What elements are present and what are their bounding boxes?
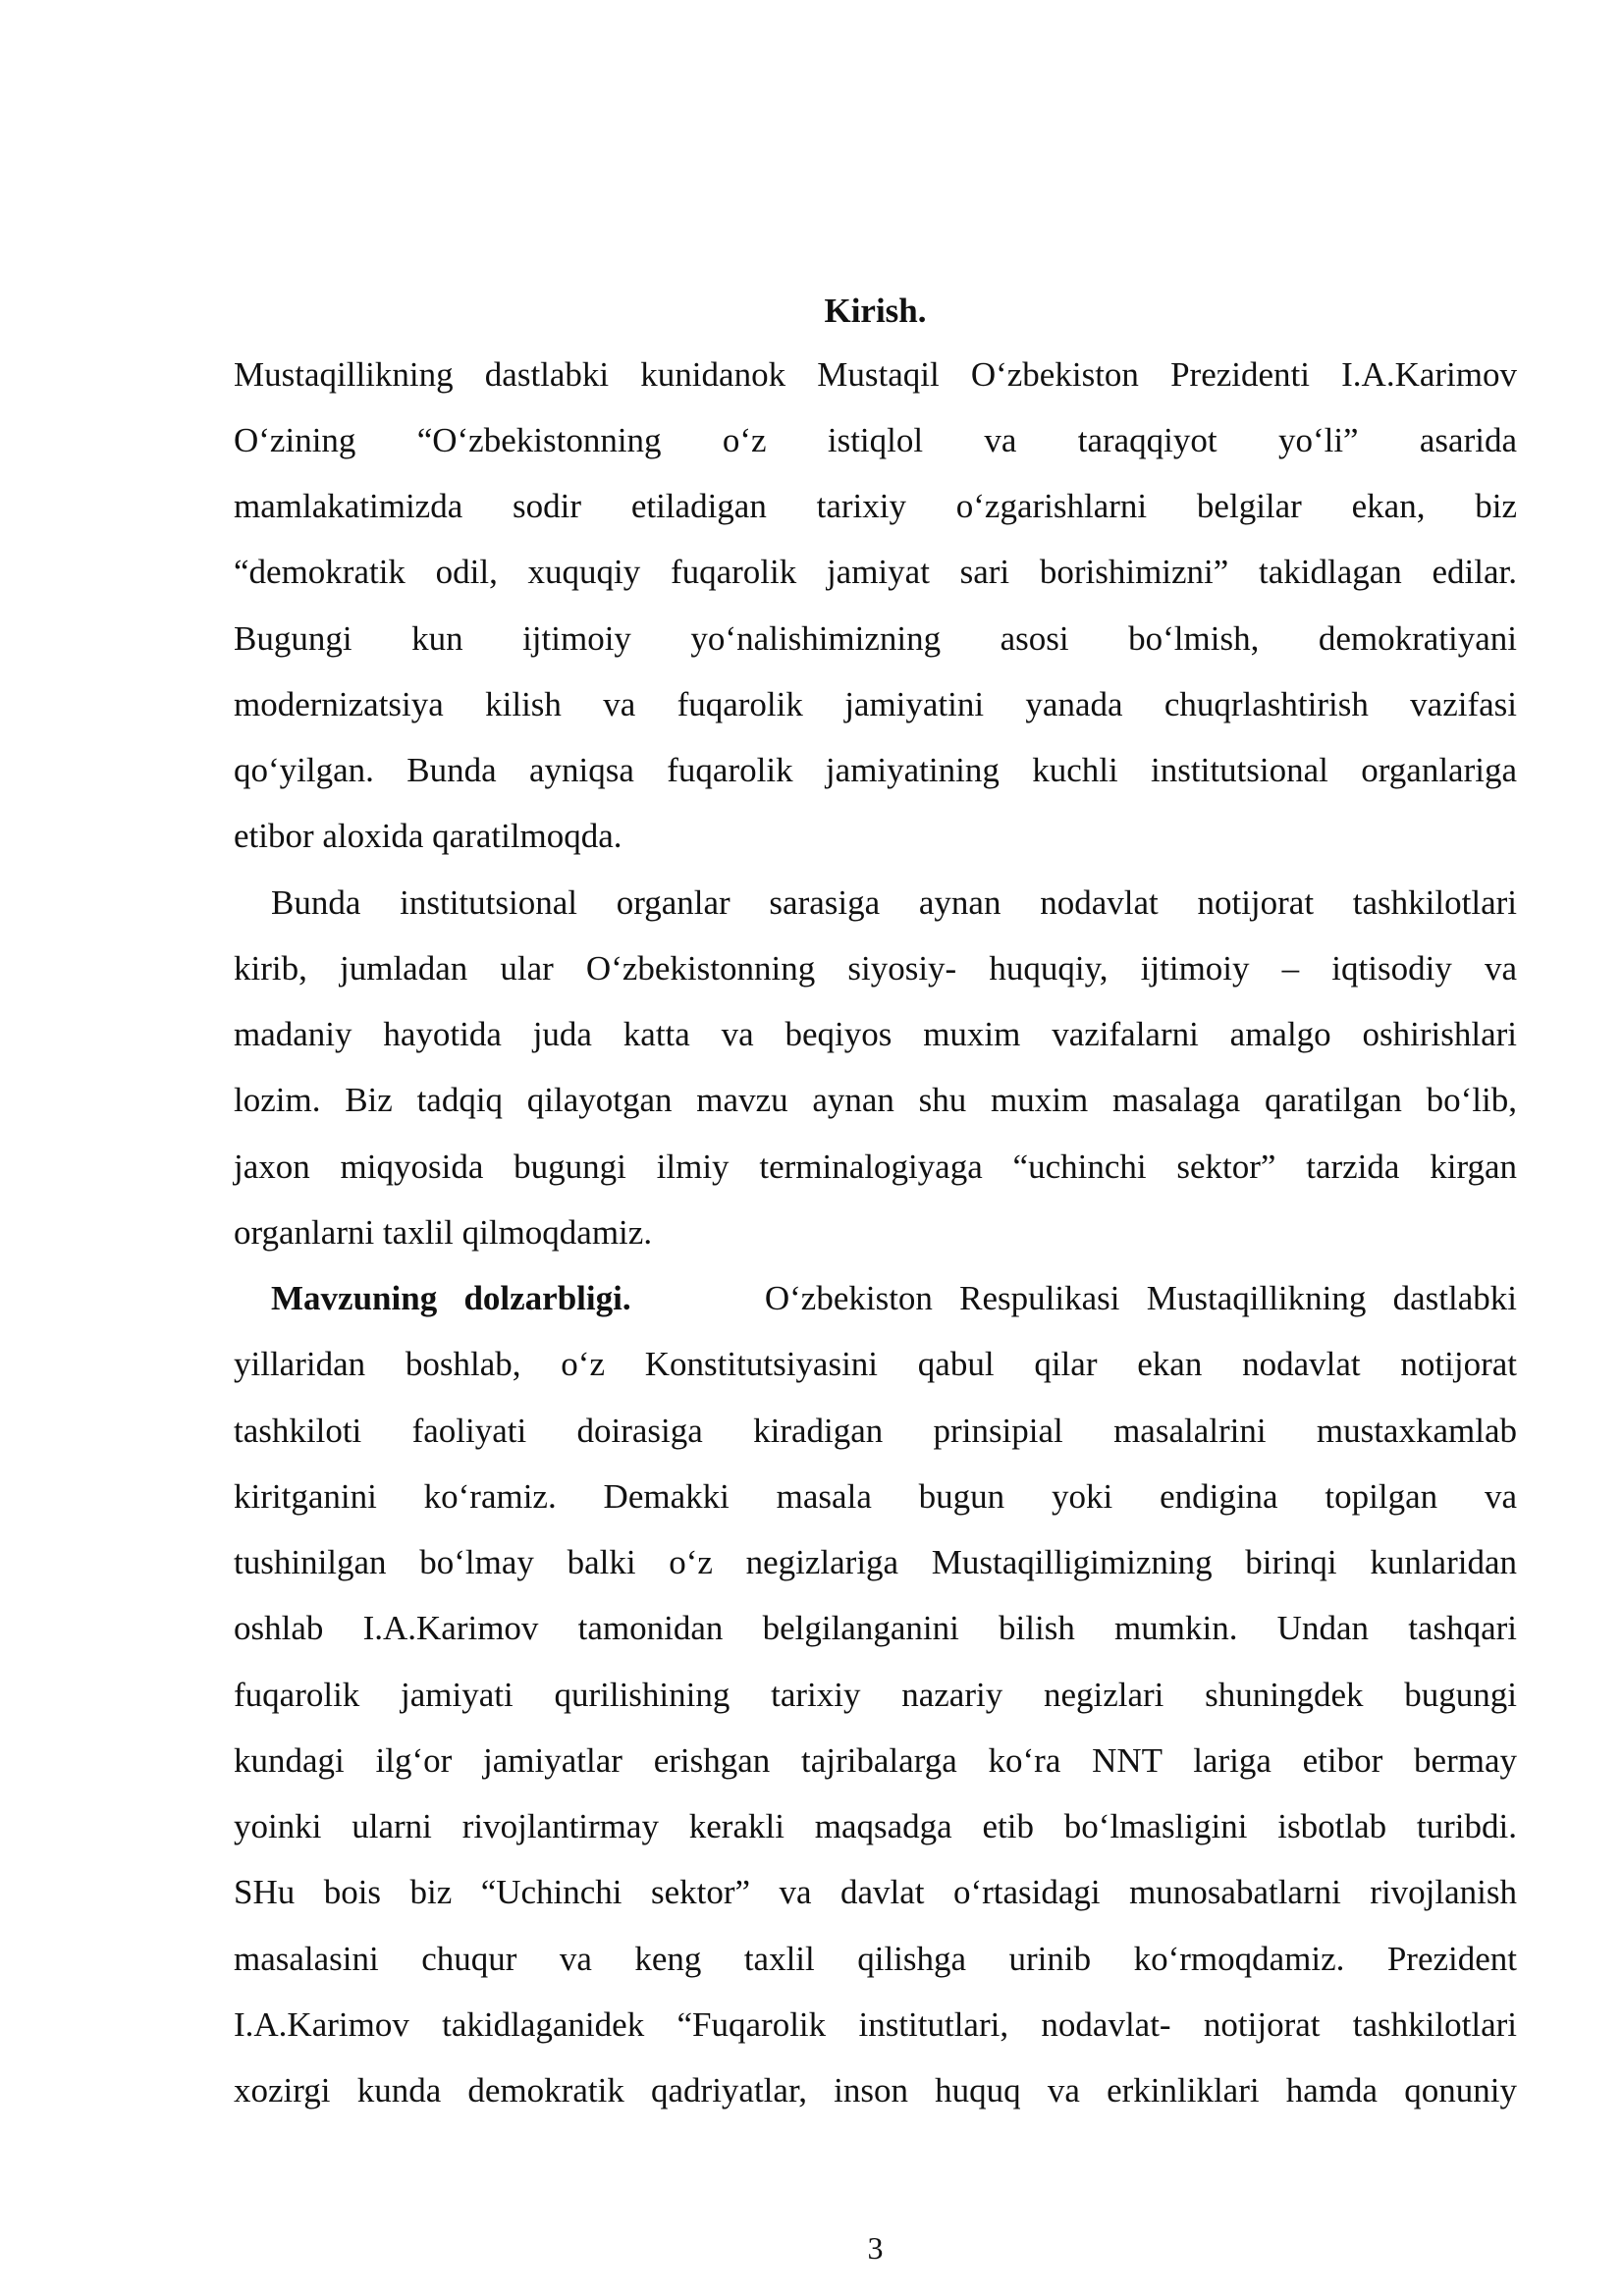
section-heading: Mavzuning dolzarbligi. [271,1279,631,1317]
paragraph-line: organlarni taxlil qilmoqdamiz. [234,1213,653,1252]
paragraph-line: madaniy hayotida juda katta va beqiyos muxim vazifalarni amalgo oshirishlari [234,1015,1517,1053]
paragraph-line: lozim. Biz tadqiq qilayotgan mavzu aynan shu muxim masalaga qaratilgan bo‘lib, [234,1081,1517,1119]
paragraph-line: modernizatsiya kilish va fuqarolik jamiyatini yanada chuqrlashtirish vazifasi [234,685,1517,723]
paragraph-line: O‘zining “O‘zbekistonning o‘z istiqlol va taraqqiyot yo‘li” asarida [234,421,1517,459]
paragraph-line: qo‘yilgan. Bunda ayniqsa fuqarolik jamiyatining kuchli institutsional organlariga [234,751,1517,789]
paragraph-line: masalasini chuqur va keng taxlil qilishga urinib ko‘rmoqdamiz. Prezident [234,1940,1517,1978]
paragraph-line: SHu bois biz “Uchinchi sektor” va davlat o‘rtasidagi munosabatlarni rivojlanish [234,1873,1517,1911]
page-number: 3 [867,2230,884,2266]
paragraph-line: jaxon miqyosida bugungi ilmiy terminalogiyaga “uchinchi sektor” tarzida kirgan [234,1148,1517,1186]
paragraph-line: etibor aloxida qaratilmoqda. [234,817,622,855]
paragraph-line: mamlakatimizda sodir etiladigan tarixiy o‘zgarishlarni belgilar ekan, biz [234,487,1517,525]
paragraph-line: fuqarolik jamiyati qurilishining tarixiy nazariy negizlari shuningdek bugungi [234,1676,1517,1714]
paragraph-line: yillaridan boshlab, o‘z Konstitutsiyasini qabul qilar ekan nodavlat notijorat [234,1345,1517,1383]
paragraph-line: I.A.Karimov takidlaganidek “Fuqarolik institutlari, nodavlat- notijorat tashkilotlari [234,2005,1517,2044]
paragraph-line: Bugungi kun ijtimoiy yo‘nalishimizning asosi bo‘lmish, demokratiyani [234,619,1517,658]
paragraph-line: tushinilgan bo‘lmay balki o‘z negizlariga Mustaqilligimizning birinqi kunlaridan [234,1543,1517,1581]
paragraph-line: xozirgi kunda demokratik qadriyatlar, inson huquq va erkinliklari hamda qonuniy [234,2071,1517,2109]
paragraph-line: oshlab I.A.Karimov tamonidan belgilanganini bilish mumkin. Undan tashqari [234,1609,1517,1647]
document-title: Kirish. [824,292,927,330]
paragraph-line: kundagi ilg‘or jamiyatlar erishgan tajribalarga ko‘ra NNT lariga etibor bermay [234,1741,1517,1780]
paragraph-line: “demokratik odil, xuquqiy fuqarolik jamiyat sari borishimizni” takidlagan edilar. [234,553,1517,591]
paragraph-line: kiritganini ko‘ramiz. Demakki masala bugun yoki endigina topilgan va [234,1477,1517,1516]
paragraph-line: kirib, jumladan ular O‘zbekistonning siyosiy- huquqiy, ijtimoiy – iqtisodiy va [234,949,1517,988]
paragraph-text: O‘zbekiston Respulikasi Mustaqillikning dastlabki [764,1279,1517,1317]
paragraph-line: tashkiloti faoliyati doirasiga kiradigan prinsipial masalalrini mustaxkamlab [234,1412,1517,1450]
paragraph-line: yoinki ularni rivojlantirmay kerakli maqsadga etib bo‘lmasligini isbotlab turibdi. [234,1807,1517,1845]
paragraph-line: Bunda institutsional organlar sarasiga aynan nodavlat notijorat tashkilotlari [271,883,1517,922]
paragraph-line: Mustaqillikning dastlabki kunidanok Mustaqil O‘zbekiston Prezidenti I.A.Karimov [234,355,1517,394]
paragraph-line [271,1274,1517,1323]
